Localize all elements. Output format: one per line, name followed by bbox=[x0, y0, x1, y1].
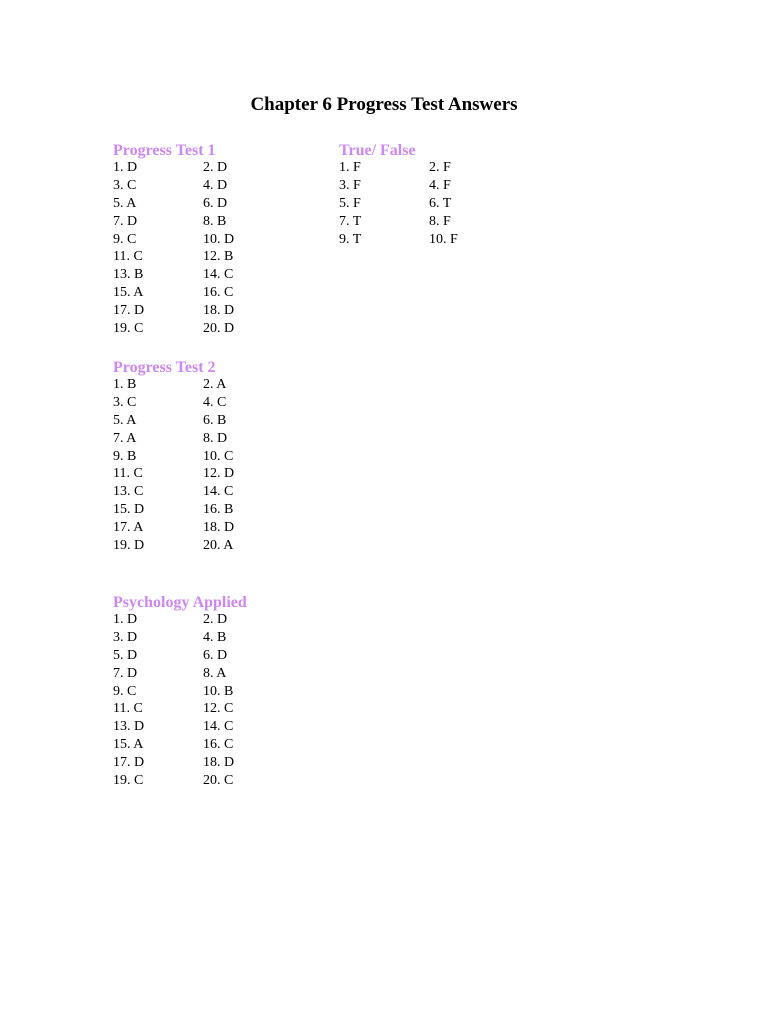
answer-item: 1. D bbox=[113, 612, 138, 627]
answer-item: 15. D bbox=[113, 502, 145, 518]
progress-test-2-section bbox=[113, 358, 293, 555]
answer-item: 17. D bbox=[113, 303, 145, 319]
answer-item: 8. F bbox=[429, 213, 451, 229]
answer-item: 1. F bbox=[339, 160, 361, 175]
answer-item: 20. C bbox=[203, 773, 234, 789]
answer-item: 1. B bbox=[113, 377, 137, 392]
answer-item: 9. B bbox=[113, 448, 137, 464]
answer-item: 5. A bbox=[113, 195, 137, 211]
progress-test-1-answer-grid bbox=[113, 159, 293, 338]
answer-item: 5. F bbox=[339, 195, 361, 211]
answer-item: 19. D bbox=[113, 538, 145, 554]
answer-item: 14. C bbox=[203, 267, 234, 283]
answer-item: 13. D bbox=[113, 719, 145, 735]
answer-item: 4. F bbox=[429, 177, 451, 193]
answer-item: 6. D bbox=[203, 195, 228, 211]
answer-item: 1. D bbox=[113, 160, 138, 175]
answer-item: 2. F bbox=[429, 160, 451, 175]
answer-item: 4. B bbox=[203, 629, 227, 645]
true-false-section bbox=[339, 141, 519, 248]
answer-item: 14. C bbox=[203, 484, 234, 500]
answer-item: 10. C bbox=[203, 448, 234, 464]
answer-item: 16. B bbox=[203, 502, 234, 518]
answer-item: 9. T bbox=[339, 231, 362, 247]
answer-item: 10. F bbox=[429, 231, 458, 247]
answer-item: 2. A bbox=[203, 377, 227, 392]
answer-item: 18. D bbox=[203, 303, 235, 319]
answer-item: 10. D bbox=[203, 231, 235, 247]
page-title: Chapter 6 Progress Test Answers bbox=[250, 94, 518, 115]
answer-item: 16. C bbox=[203, 285, 234, 301]
answer-item: 3. D bbox=[113, 629, 138, 645]
answer-item: 7. D bbox=[113, 665, 138, 681]
answer-item: 9. C bbox=[113, 683, 137, 699]
answer-item: 15. A bbox=[113, 737, 144, 753]
answer-item: 20. A bbox=[203, 538, 234, 554]
answer-item: 3. C bbox=[113, 177, 137, 193]
answer-item: 7. A bbox=[113, 430, 137, 446]
answer-item: 8. D bbox=[203, 430, 228, 446]
answer-item: 12. C bbox=[203, 701, 234, 717]
answer-item: 11. C bbox=[113, 249, 143, 265]
answer-item: 19. C bbox=[113, 321, 144, 337]
answer-item: 8. A bbox=[203, 665, 227, 681]
answer-item: 20. D bbox=[203, 321, 235, 337]
psychology-applied-section bbox=[113, 593, 293, 790]
answer-item: 6. D bbox=[203, 647, 228, 663]
answer-item: 4. D bbox=[203, 177, 228, 193]
answer-item: 3. C bbox=[113, 394, 137, 410]
answer-item: 12. B bbox=[203, 249, 234, 265]
true-false-answer-grid bbox=[339, 159, 519, 248]
answer-item: 15. A bbox=[113, 285, 144, 301]
answer-item: 4. C bbox=[203, 394, 227, 410]
answer-item: 19. C bbox=[113, 773, 144, 789]
progress-test-1-section bbox=[113, 141, 293, 338]
answer-item: 2. D bbox=[203, 612, 228, 627]
progress-test-2-heading: Progress Test 2 bbox=[113, 359, 216, 376]
answer-item: 17. D bbox=[113, 755, 145, 771]
answer-item: 10. B bbox=[203, 683, 234, 699]
answer-item: 7. D bbox=[113, 213, 138, 229]
progress-test-1-heading: Progress Test 1 bbox=[113, 142, 216, 159]
answer-item: 6. T bbox=[429, 195, 452, 211]
answer-item: 11. C bbox=[113, 466, 143, 482]
answer-item: 7. T bbox=[339, 213, 362, 229]
answer-item: 18. D bbox=[203, 520, 235, 536]
answer-item: 3. F bbox=[339, 177, 361, 193]
answer-item: 13. C bbox=[113, 484, 144, 500]
answer-item: 14. C bbox=[203, 719, 234, 735]
psychology-applied-heading: Psychology Applied bbox=[113, 594, 247, 611]
answer-item: 16. C bbox=[203, 737, 234, 753]
progress-test-2-answer-grid bbox=[113, 376, 293, 555]
answer-item: 2. D bbox=[203, 160, 228, 175]
answer-item: 6. B bbox=[203, 412, 227, 428]
answer-item: 17. A bbox=[113, 520, 144, 536]
answer-item: 5. D bbox=[113, 647, 138, 663]
true-false-heading: True/ False bbox=[339, 142, 416, 159]
answer-item: 5. A bbox=[113, 412, 137, 428]
answer-item: 18. D bbox=[203, 755, 235, 771]
answer-item: 8. B bbox=[203, 213, 227, 229]
answer-item: 9. C bbox=[113, 231, 137, 247]
answer-item: 12. D bbox=[203, 466, 235, 482]
answer-item: 13. B bbox=[113, 267, 144, 283]
psychology-applied-answer-grid bbox=[113, 611, 293, 790]
answer-item: 11. C bbox=[113, 701, 143, 717]
